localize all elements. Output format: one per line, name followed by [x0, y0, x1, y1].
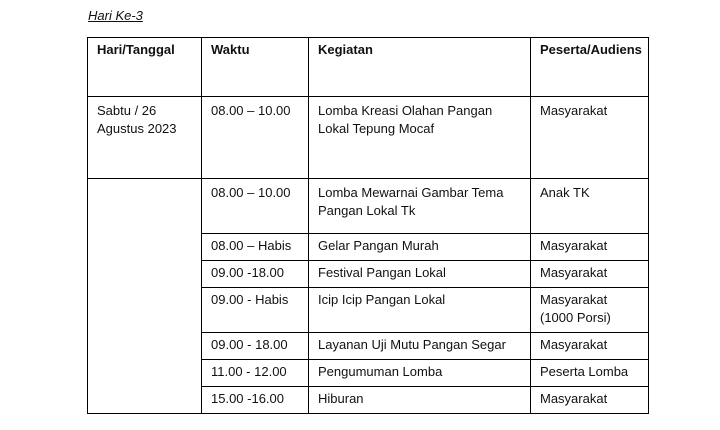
- time-cell: 11.00 - 12.00: [202, 360, 309, 387]
- activity-cell: Lomba Kreasi Olahan Pangan Lokal Tepung Mocaf: [309, 97, 531, 179]
- activity-cell: Layanan Uji Mutu Pangan Segar: [309, 333, 531, 360]
- audience-cell: Masyarakat (1000 Porsi): [531, 288, 649, 333]
- column-header-activity: Kegiatan: [309, 38, 531, 97]
- activity-cell: Festival Pangan Lokal: [309, 261, 531, 288]
- date-cell: Sabtu / 26 Agustus 2023: [88, 97, 202, 179]
- table-header-row: [88, 38, 649, 97]
- time-cell: 08.00 – 10.00: [202, 97, 309, 179]
- audience-cell: Masyarakat: [531, 97, 649, 179]
- column-header-time: Waktu: [202, 38, 309, 97]
- time-cell: 08.00 – Habis: [202, 234, 309, 261]
- activity-cell: Gelar Pangan Murah: [309, 234, 531, 261]
- time-cell: 15.00 -16.00: [202, 387, 309, 414]
- column-header-audience: Peserta/Audiens: [531, 38, 649, 97]
- audience-cell: Masyarakat: [531, 387, 649, 414]
- column-header-date: Hari/Tanggal: [88, 38, 202, 97]
- table-row: [88, 179, 649, 234]
- activity-cell: Pengumuman Lomba: [309, 360, 531, 387]
- schedule-table: [87, 37, 649, 414]
- time-cell: 09.00 - 18.00: [202, 333, 309, 360]
- time-cell: 09.00 - Habis: [202, 288, 309, 333]
- audience-cell: Masyarakat: [531, 234, 649, 261]
- audience-cell: Masyarakat: [531, 333, 649, 360]
- time-cell: 08.00 – 10.00: [202, 179, 309, 234]
- activity-cell: Hiburan: [309, 387, 531, 414]
- date-cell-empty: [88, 179, 202, 414]
- audience-cell: Peserta Lomba: [531, 360, 649, 387]
- audience-cell: Anak TK: [531, 179, 649, 234]
- section-heading: Hari Ke-3: [88, 8, 143, 23]
- activity-cell: Icip Icip Pangan Lokal: [309, 288, 531, 333]
- audience-cell: Masyarakat: [531, 261, 649, 288]
- activity-cell: Lomba Mewarnai Gambar Tema Pangan Lokal Tk: [309, 179, 531, 234]
- time-cell: 09.00 -18.00: [202, 261, 309, 288]
- table-row: [88, 97, 649, 179]
